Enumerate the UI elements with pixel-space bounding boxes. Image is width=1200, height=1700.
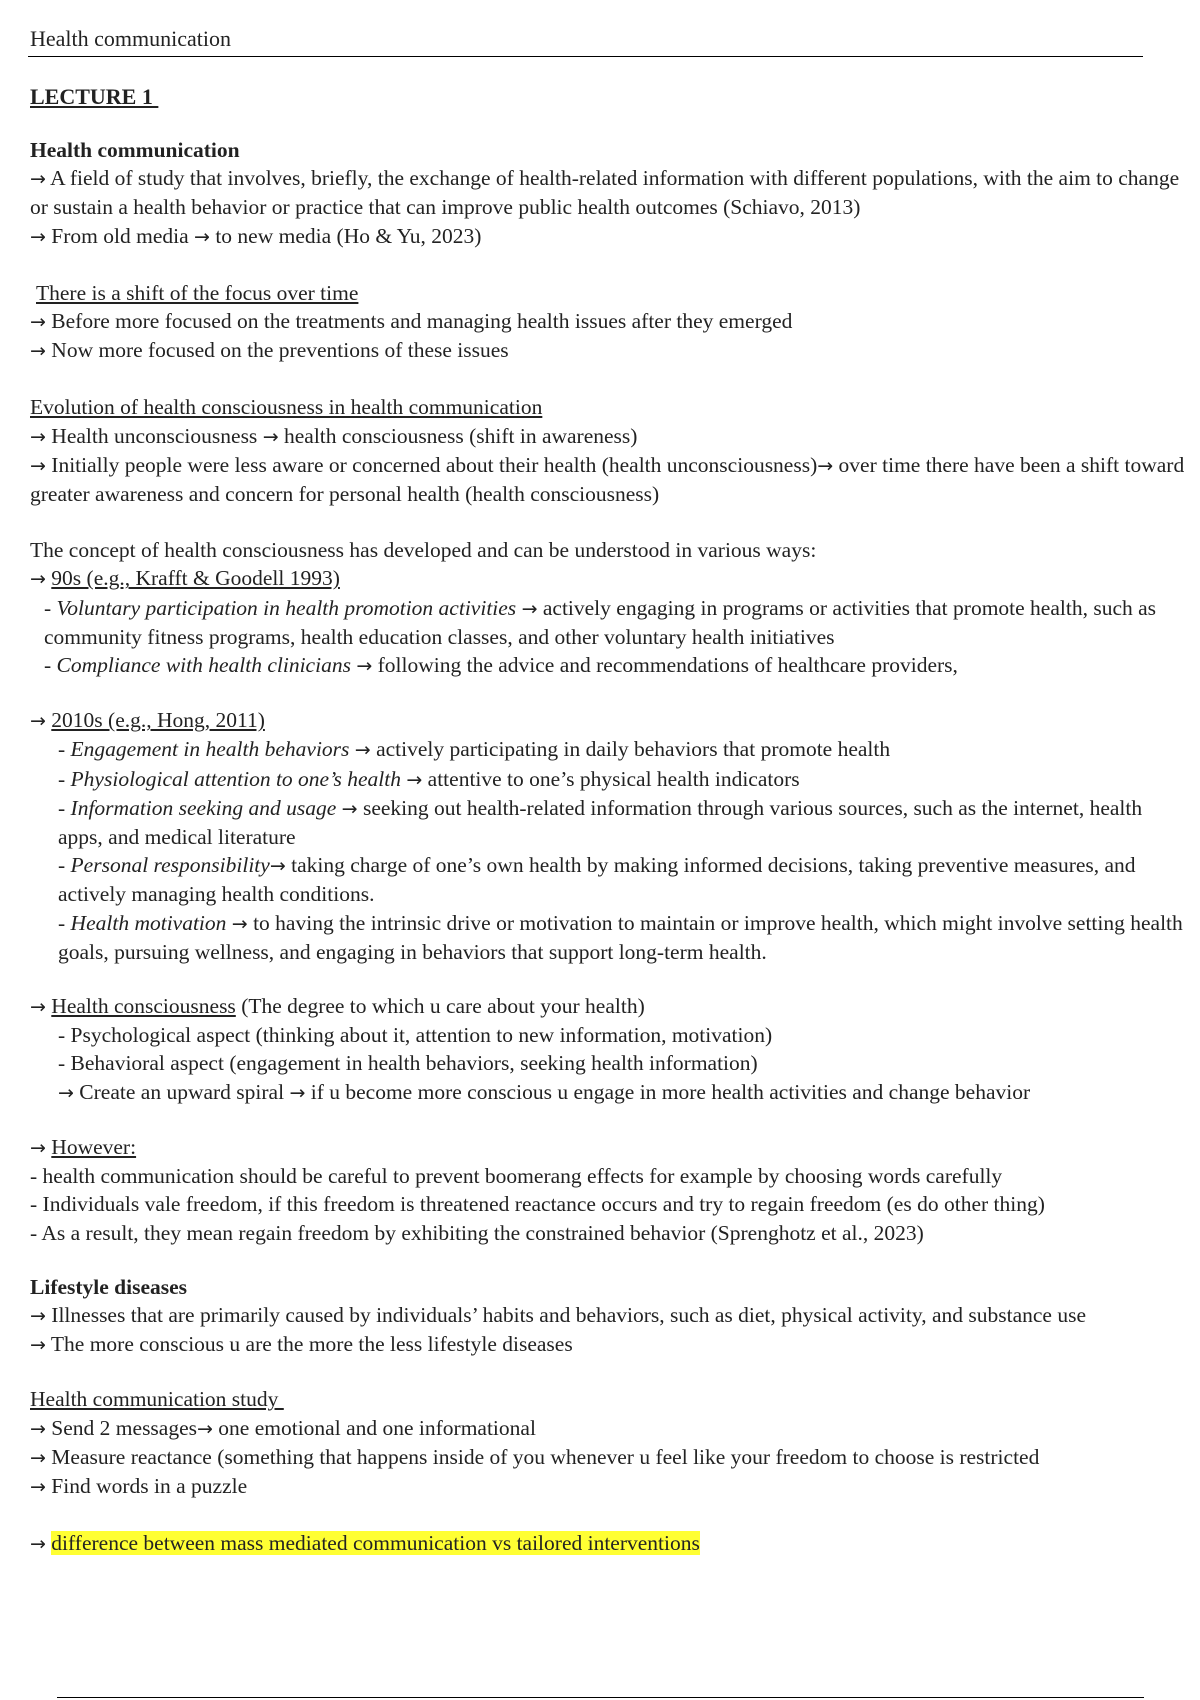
arrow-icon: → — [30, 225, 46, 248]
tens-heading: 2010s (e.g., Hong, 2011) — [51, 708, 265, 733]
arrow-icon: → — [356, 655, 373, 678]
text: actively participating in daily behaviors that promote health — [370, 737, 891, 762]
text: if u become more conscious u engage in more health activities and change behavior — [305, 1079, 1031, 1104]
footer-rule — [57, 1697, 1144, 1698]
text: (The degree to which u care about your health) — [235, 994, 645, 1019]
paragraph — [30, 564, 1190, 593]
text: to having the intrinsic drive or motivation to maintain or improve health, which might involve setting health goals, pursuing wellness, and engaging in behaviors that support long-term health. — [58, 910, 1183, 964]
arrow-icon: → — [262, 425, 279, 448]
term: Voluntary participation in health promotion activities — [56, 595, 517, 620]
arrow-icon: → — [30, 168, 46, 191]
text: Send 2 messages — [45, 1415, 197, 1440]
arrow-icon: → — [30, 568, 46, 591]
concept-intro: The concept of health consciousness has developed and can be understood in various ways: — [30, 538, 817, 563]
term: Engagement in health behaviors — [70, 737, 350, 762]
arrow-icon: → — [521, 597, 538, 620]
text: taking charge of one’s own health by making informed decisions, taking preventive measures, and actively managing health conditions. — [58, 853, 1136, 907]
list-item: - Individuals vale freedom, if this freedom is threatened reactance occurs and try to regain freedom (es do other thing) — [30, 1192, 1045, 1217]
term: Personal responsibility — [70, 853, 270, 878]
section-heading-lifestyle: Lifestyle diseases — [30, 1274, 188, 1299]
section-heading-evolution: Evolution of health consciousness in health communication — [30, 395, 543, 420]
nineties-heading: 90s (e.g., Krafft & Goodell 1993) — [51, 566, 340, 591]
list-item: - Voluntary participation in health promotion activities → actively engaging in programs or activities that promote health, such as community fitness programs, health education classes, and other voluntary health initiatives — [44, 595, 1157, 649]
arrow-icon: → — [30, 1334, 46, 1357]
arrow-icon: → — [30, 1475, 46, 1498]
text: Health unconsciousness — [45, 423, 263, 448]
text: Now more focused on the preventions of these issues — [45, 338, 509, 363]
text: A field of study that involves, briefly, the exchange of health-related information with different populations, with the aim to change or sustain a health behavior or practice that can improve public health outcomes (Schiavo, 2013) — [30, 166, 1180, 220]
text: Measure reactance (something that happens inside of you whenever u feel like your freedom to choose is restricted — [45, 1444, 1040, 1469]
health-consciousness-term: Health consciousness — [51, 994, 236, 1019]
header-rule — [28, 56, 1143, 57]
paragraph — [30, 1330, 1190, 1359]
paragraph — [30, 336, 1190, 365]
paragraph — [30, 1529, 1190, 1558]
text: to new media (Ho & Yu, 2023) — [209, 223, 482, 248]
document-body — [30, 136, 1190, 1558]
paragraph — [30, 1301, 1190, 1330]
arrow-icon: → — [289, 1081, 306, 1104]
list-item — [30, 1078, 1190, 1107]
text: From old media — [45, 223, 195, 248]
arrow-icon: → — [197, 1417, 213, 1440]
arrow-icon: → — [30, 1533, 46, 1556]
text: one emotional and one informational — [212, 1415, 536, 1440]
page-header: Health communication — [30, 26, 231, 51]
paragraph — [30, 1414, 1190, 1443]
arrow-icon: → — [30, 311, 46, 334]
term: Physiological attention to one’s health — [70, 766, 401, 791]
list-item: - Compliance with health clinicians → following the advice and recommendations of healthcare providers, — [44, 653, 958, 678]
list-item: - Behavioral aspect (engagement in health behaviors, seeking health information) — [58, 1051, 758, 1076]
arrow-icon: → — [30, 1417, 46, 1440]
arrow-icon: → — [30, 1446, 46, 1469]
arrow-icon: → — [354, 739, 371, 762]
document-page — [30, 24, 1190, 1556]
text: Illnesses that are primarily caused by individuals’ habits and behaviors, such as diet, physical activity, and substance use — [45, 1302, 1087, 1327]
paragraph — [30, 451, 1190, 508]
paragraph — [30, 992, 1190, 1021]
text: The more conscious u are the more the less lifestyle diseases — [45, 1332, 573, 1357]
section-heading-health-communication: Health communication — [30, 138, 240, 162]
term: Compliance with health clinicians — [56, 653, 351, 678]
paragraph — [30, 307, 1190, 336]
arrow-icon: → — [406, 768, 423, 791]
arrow-icon: → — [30, 996, 46, 1019]
arrow-icon: → — [817, 454, 834, 477]
list-item: - Engagement in health behaviors → actively participating in daily behaviors that promote health — [58, 737, 891, 762]
paragraph — [30, 706, 1190, 735]
paragraph — [30, 222, 1190, 251]
list-item: - Physiological attention to one’s health → attentive to one’s physical health indicators — [58, 766, 800, 791]
section-heading-shift: There is a shift of the focus over time — [36, 280, 359, 305]
term: Information seeking and usage — [70, 795, 337, 820]
text: health consciousness (shift in awareness) — [278, 423, 638, 448]
arrow-icon: → — [30, 425, 46, 448]
paragraph — [30, 422, 1190, 451]
list-item: - Health motivation → to having the intrinsic drive or motivation to maintain or improve health, which might involve setting health goals, pursuing wellness, and engaging in behaviors that support long-term health. — [58, 910, 1183, 964]
term: Health motivation — [70, 910, 227, 935]
text: Find words in a puzzle — [45, 1473, 248, 1498]
list-item: - Psychological aspect (thinking about it, attention to new information, motivation) — [58, 1023, 773, 1048]
arrow-icon: → — [30, 340, 46, 363]
list-item: - Personal responsibility→ taking charge of one’s own health by making informed decisions, taking preventive measures, and actively managing health conditions. — [58, 853, 1136, 907]
arrow-icon: → — [269, 855, 286, 878]
text: actively engaging in programs or activities that promote health, such as community fitness programs, health education classes, and other voluntary health initiatives — [44, 595, 1157, 649]
text: following the advice and recommendations of healthcare providers, — [372, 653, 958, 678]
paragraph — [30, 164, 1190, 221]
list-item: - Information seeking and usage → seeking out health-related information through various sources, such as the internet, health apps, and medical literature — [58, 795, 1143, 850]
arrow-icon: → — [341, 797, 358, 820]
arrow-icon: → — [231, 912, 248, 935]
paragraph — [30, 1472, 1190, 1501]
text: attentive to one’s physical health indicators — [422, 766, 800, 791]
arrow-icon: → — [30, 454, 46, 477]
arrow-icon: → — [30, 1136, 46, 1159]
list-item: - health communication should be careful to prevent boomerang effects for example by choosing words carefully — [30, 1164, 1003, 1189]
arrow-icon: → — [58, 1081, 74, 1104]
lecture-title: LECTURE 1 — [30, 84, 159, 109]
arrow-icon: → — [30, 710, 46, 733]
text: over time there have been a shift toward greater awareness and concern for personal health (health consciousness) — [30, 452, 1185, 507]
list-item: - As a result, they mean regain freedom by exhibiting the constrained behavior (Sprenghotz et al., 2023) — [30, 1220, 924, 1245]
arrow-icon: → — [30, 1304, 46, 1327]
section-heading-study: Health communication study — [30, 1387, 284, 1412]
text: Initially people were less aware or concerned about their health (health unconsciousness) — [45, 452, 818, 477]
text: seeking out health-related information through various sources, such as the internet, health apps, and medical literature — [58, 795, 1143, 850]
arrow-icon: → — [194, 225, 210, 248]
highlighted-text: difference between mass mediated communication vs tailored interventions — [51, 1531, 700, 1556]
paragraph — [30, 1133, 1190, 1162]
text: Before more focused on the treatments and managing health issues after they emerged — [45, 309, 793, 334]
paragraph — [30, 1443, 1190, 1472]
text: Create an upward spiral — [73, 1079, 290, 1104]
however-heading: However: — [51, 1134, 137, 1159]
